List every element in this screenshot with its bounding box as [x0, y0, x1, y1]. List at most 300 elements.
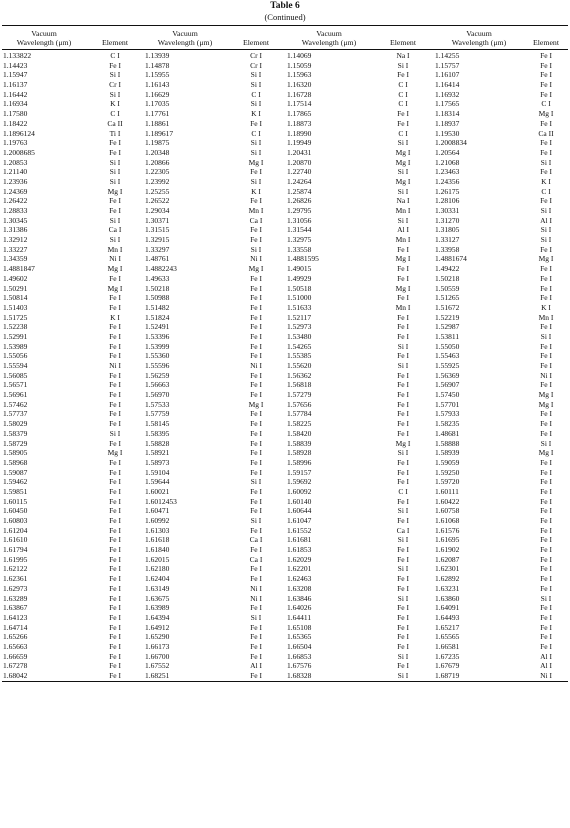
element-cell: Fe I [250, 574, 262, 584]
element-cell: Fe I [540, 380, 552, 390]
wavelength-cell: 1.57737 [3, 409, 28, 419]
wavelength-cell: 1.50814 [3, 293, 28, 303]
wavelength-cell: 1.20564 [435, 147, 460, 157]
wavelength-cell: 1.61695 [435, 535, 460, 545]
wavelength-cell: 1.29795 [287, 206, 312, 215]
table-row [2, 429, 568, 439]
element-cell: Fe I [109, 525, 121, 535]
wavelength-cell: 1.14423 [3, 60, 28, 70]
element-cell: Fe I [109, 574, 121, 584]
element-cell: Fe I [109, 622, 121, 632]
table-subtitle: (Continued) [264, 12, 306, 22]
table-row [2, 468, 568, 478]
wavelength-cell: 1.55056 [3, 351, 28, 361]
element-cell: Fe I [397, 641, 409, 651]
wavelength-cell: 1.49602 [3, 273, 28, 283]
element-cell: Si I [250, 176, 262, 186]
wavelength-cell: 1.16107 [435, 70, 460, 80]
element-cell: Fe I [250, 167, 262, 177]
wavelength-cell: 1.55596 [145, 361, 170, 370]
element-cell: C I [251, 128, 261, 138]
wavelength-cell: 1.16442 [3, 89, 28, 99]
element-cell: Fe I [109, 661, 121, 671]
element-cell: Si I [109, 215, 121, 225]
wavelength-cell: 1.62180 [145, 564, 170, 574]
element-cell: Ca I [396, 525, 410, 535]
column-header: Vacuum Wavelength (μm) [434, 26, 524, 50]
element-cell: Fe I [540, 118, 552, 128]
element-cell: Fe I [540, 506, 552, 516]
wavelength-cell: 1.24356 [435, 176, 460, 186]
wavelength-cell: 1.63675 [145, 593, 170, 603]
element-cell: Fe I [397, 622, 409, 632]
wavelength-cell: 1.63989 [145, 603, 170, 613]
wavelength-cell: 1.32975 [287, 235, 312, 245]
element-cell: Fe I [540, 428, 552, 438]
wavelength-cell: 1.65663 [3, 641, 28, 651]
element-cell: Fe I [109, 535, 121, 545]
element-cell: C I [398, 99, 408, 109]
table-row [2, 555, 568, 565]
element-cell: Al I [250, 661, 262, 671]
wavelength-cell: 1.58921 [145, 448, 170, 458]
wavelength-cell: 1.64411 [287, 612, 312, 622]
table-row [2, 477, 568, 487]
wavelength-cell: 1.24369 [3, 186, 28, 196]
wavelength-cell: 1.23936 [3, 176, 28, 186]
element-cell: Fe I [109, 564, 121, 574]
wavelength-cell: 1.55360 [145, 351, 170, 361]
element-cell: Si I [250, 99, 262, 109]
wavelength-cell: 1.14069 [287, 51, 312, 60]
wavelength-cell: 1.61902 [435, 545, 460, 555]
element-cell: Ni I [109, 254, 121, 264]
wavelength-cell: 1.66700 [145, 651, 170, 661]
element-cell: Si I [540, 157, 552, 167]
wavelength-cell: 1.60992 [145, 516, 170, 525]
element-cell: Fe I [540, 51, 552, 60]
wavelength-cell: 1.58145 [145, 419, 170, 429]
wavelength-cell: 1.58828 [145, 438, 170, 448]
element-cell: Fe I [250, 603, 262, 613]
element-cell: Al I [540, 215, 552, 225]
wavelength-cell: 1.61794 [3, 545, 28, 555]
table-row [2, 332, 568, 342]
wavelength-cell: 1.53989 [3, 341, 28, 351]
table-row [2, 390, 568, 400]
element-cell: C I [398, 486, 408, 496]
element-cell: Mg I [395, 176, 411, 186]
wavelength-cell: 1.63231 [435, 583, 460, 593]
wavelength-cell: 1.15955 [145, 70, 170, 80]
element-cell: Fe I [540, 612, 552, 622]
element-cell: K I [251, 109, 261, 119]
element-cell: Fe I [540, 138, 552, 148]
element-cell: Mg I [395, 254, 411, 264]
wavelength-cell: 1.66504 [287, 641, 312, 651]
wavelength-cell: 1.32912 [3, 235, 28, 245]
wavelength-cell: 1.33958 [435, 244, 460, 254]
wavelength-cell: 1.34359 [3, 254, 28, 264]
element-cell: Si I [397, 138, 409, 148]
wavelength-cell: 1.60803 [3, 516, 28, 525]
element-cell: K I [251, 186, 261, 196]
element-cell: Fe I [109, 641, 121, 651]
element-cell: Si I [397, 506, 409, 516]
element-cell: Ca I [249, 215, 263, 225]
wavelength-cell: 1.67278 [3, 661, 28, 671]
wavelength-cell: 1.58839 [287, 438, 312, 448]
element-cell: Si I [540, 206, 552, 215]
wavelength-cell: 1.56818 [287, 380, 312, 390]
element-cell: Fe I [109, 138, 121, 148]
element-cell: Fe I [397, 632, 409, 642]
wavelength-cell: 1.65266 [3, 632, 28, 642]
wavelength-cell: 1.60758 [435, 506, 460, 516]
table-row [2, 574, 568, 584]
element-cell: Fe I [397, 293, 409, 303]
element-cell: Fe I [250, 293, 262, 303]
wavelength-cell: 1.62015 [145, 554, 170, 564]
wavelength-cell: 1.63149 [145, 583, 170, 593]
element-cell: Fe I [109, 302, 121, 312]
wavelength-cell: 1.64123 [3, 612, 28, 622]
element-cell: Fe I [109, 506, 121, 516]
wavelength-cell: 1.28833 [3, 206, 28, 215]
wavelength-cell: 1.56907 [435, 380, 460, 390]
wavelength-cell: 1.53811 [435, 331, 460, 341]
wavelength-cell: 1.63208 [287, 583, 312, 593]
table-row [2, 342, 568, 352]
table-row [2, 61, 568, 71]
element-cell: Fe I [250, 390, 262, 400]
column-header: Element [226, 26, 286, 50]
element-cell: Cr I [250, 60, 262, 70]
wavelength-cell: 1.16414 [435, 80, 460, 90]
element-cell: Fe I [397, 370, 409, 380]
wavelength-cell: 1.20853 [3, 157, 28, 167]
element-cell: Fe I [109, 419, 121, 429]
wavelength-cell: 1.56362 [287, 370, 312, 380]
element-cell: Mg I [538, 254, 554, 264]
wavelength-cell: 1.68251 [144, 671, 226, 681]
table-row [2, 526, 568, 536]
element-cell: Mg I [107, 448, 123, 458]
table-row [2, 187, 568, 197]
element-cell: Fe I [397, 554, 409, 564]
wavelength-cell: 1.56259 [145, 370, 170, 380]
wavelength-cell: 1.18861 [145, 118, 170, 128]
wavelength-cell: 1.33558 [287, 244, 312, 254]
wavelength-cell: 1.51824 [145, 312, 170, 322]
wavelength-cell: 1.17761 [145, 109, 170, 119]
element-cell: Fe I [540, 60, 552, 70]
wavelength-cell: 1.20870 [287, 157, 312, 167]
wavelength-cell: 1.13939 [145, 51, 170, 60]
element-cell: Fe I [250, 331, 262, 341]
wavelength-cell: 1.31386 [3, 225, 28, 235]
element-cell: Fe I [109, 206, 121, 215]
wavelength-cell: 1.56663 [145, 380, 170, 390]
wavelength-cell: 1.61303 [145, 525, 170, 535]
element-cell: Fe I [397, 661, 409, 671]
table-row [2, 109, 568, 119]
element-cell: Mg I [395, 438, 411, 448]
element-cell: Fe I [540, 574, 552, 584]
wavelength-cell: 1.58905 [3, 448, 28, 458]
element-cell: Ni I [109, 361, 121, 370]
table-row [2, 293, 568, 303]
element-cell: Fe I [250, 118, 262, 128]
element-cell: Fe I [109, 370, 121, 380]
element-cell: Si I [397, 593, 409, 603]
element-cell: Si I [109, 176, 121, 186]
element-cell: Si I [397, 535, 409, 545]
wavelength-cell: 1.18314 [435, 109, 460, 119]
element-cell: Fe I [540, 467, 552, 477]
wavelength-cell: 1.59250 [435, 467, 460, 477]
wavelength-cell: 1.4882243 [145, 264, 177, 274]
table-row [2, 148, 568, 158]
wavelength-cell: 1.65217 [435, 622, 460, 632]
element-cell: Al I [397, 225, 409, 235]
element-cell: Si I [397, 186, 409, 196]
table-row [2, 274, 568, 284]
element-cell: Fe I [250, 457, 262, 467]
table-row [2, 177, 568, 187]
wavelength-cell: 1.63860 [435, 593, 460, 603]
wavelength-cell: 1.52991 [3, 331, 28, 341]
wavelength-cell: 1.58235 [435, 419, 460, 429]
wavelength-cell: 1.20431 [287, 147, 312, 157]
wavelength-cell: 1.61047 [287, 516, 312, 525]
wavelength-cell: 1.59087 [3, 467, 28, 477]
wavelength-cell: 1.62029 [287, 554, 312, 564]
wavelength-cell: 1.57450 [435, 390, 460, 400]
table-row [2, 264, 568, 274]
wavelength-cell: 1.59059 [435, 457, 460, 467]
element-cell: Mg I [107, 283, 123, 293]
wavelength-cell: 1.61068 [435, 516, 460, 525]
element-cell: Ca I [249, 535, 263, 545]
wavelength-cell: 1.55385 [287, 351, 312, 361]
table-row [2, 584, 568, 594]
element-cell: Fe I [250, 419, 262, 429]
element-cell: Mg I [395, 147, 411, 157]
wavelength-cell: 1.62087 [435, 554, 460, 564]
element-cell: Ni I [250, 361, 262, 370]
wavelength-cell: 1.26522 [145, 196, 170, 206]
table-row [2, 380, 568, 390]
table-row [2, 487, 568, 497]
wavelength-cell: 1.2008685 [3, 147, 35, 157]
wavelength-cell: 1.2008834 [435, 138, 467, 148]
element-cell: Fe I [540, 486, 552, 496]
element-cell: Fe I [397, 322, 409, 332]
wavelength-cell: 1.59851 [3, 486, 28, 496]
header-row [2, 26, 568, 50]
wavelength-cell: 1.28106 [435, 196, 460, 206]
element-cell: Fe I [250, 196, 262, 206]
wavelength-cell: 1.65108 [287, 622, 312, 632]
element-cell: Si I [397, 215, 409, 225]
wavelength-cell: 1.18937 [435, 118, 460, 128]
wavelength-cell: 1.16728 [287, 89, 312, 99]
element-cell: Fe I [397, 603, 409, 613]
element-cell: Fe I [250, 622, 262, 632]
table-row [2, 225, 568, 235]
element-cell: Mn I [395, 302, 411, 312]
wavelength-cell: 1.49015 [287, 264, 312, 274]
wavelength-cell: 1.53480 [287, 331, 312, 341]
wavelength-cell: 1.15963 [287, 70, 312, 80]
wavelength-cell: 1.62122 [3, 564, 28, 574]
element-cell: Fe I [540, 603, 552, 613]
table-row [2, 245, 568, 255]
element-cell: Fe I [397, 428, 409, 438]
table-row [2, 206, 568, 216]
element-cell: Fe I [540, 535, 552, 545]
element-cell: Fe I [109, 351, 121, 361]
element-cell: Fe I [250, 545, 262, 555]
element-cell: Fe I [540, 361, 552, 370]
wavelength-cell: 1.29034 [145, 206, 170, 215]
wavelength-cell: 1.20348 [145, 147, 170, 157]
element-cell: Si I [372, 671, 434, 681]
element-cell: K I [110, 312, 120, 322]
element-cell: Fe I [540, 244, 552, 254]
wavelength-cell: 1.52987 [435, 322, 460, 332]
wavelength-cell: 1.56571 [3, 380, 28, 390]
column-header: Element [86, 26, 144, 50]
wavelength-cell: 1.57701 [435, 399, 460, 409]
wavelength-cell: 1.50988 [145, 293, 170, 303]
wavelength-cell: 1.16143 [145, 80, 170, 90]
wavelength-cell: 1.59720 [435, 477, 460, 487]
element-cell: C I [398, 89, 408, 99]
element-cell: Fe I [250, 283, 262, 293]
wavelength-cell: 1.59644 [145, 477, 170, 487]
wavelength-cell: 1.56961 [3, 390, 28, 400]
element-cell: Fe I [540, 147, 552, 157]
table-title: Table 6 [270, 1, 300, 11]
element-cell: Si I [250, 138, 262, 148]
wavelength-cell: 1.50291 [3, 283, 28, 293]
element-cell: C I [251, 89, 261, 99]
table-row [2, 497, 568, 507]
wavelength-cell: 1.62201 [287, 564, 312, 574]
wavelength-cell: 1.49633 [145, 273, 170, 283]
wavelength-cell: 1.66853 [287, 651, 312, 661]
wavelength-cell: 1.17565 [435, 99, 460, 109]
element-cell: Mg I [395, 157, 411, 167]
wavelength-cell: 1.60021 [145, 486, 170, 496]
wavelength-cell: 1.51403 [3, 302, 28, 312]
table-row [2, 196, 568, 206]
wavelength-cell: 1.17580 [3, 109, 28, 119]
wavelength-cell: 1.61552 [287, 525, 312, 535]
line-list-table [2, 25, 568, 682]
table-row [2, 138, 568, 148]
element-cell: Fe I [397, 612, 409, 622]
element-cell: Fe I [540, 554, 552, 564]
wavelength-cell: 1.50218 [145, 283, 170, 293]
wavelength-cell: 1.31270 [435, 215, 460, 225]
wavelength-cell: 1.60092 [287, 486, 312, 496]
wavelength-cell: 1.189617 [145, 128, 174, 138]
wavelength-cell: 1.14878 [145, 60, 170, 70]
element-cell: Fe I [250, 651, 262, 661]
wavelength-cell: 1.66581 [435, 641, 460, 651]
element-cell: Fe I [397, 399, 409, 409]
wavelength-cell: 1.67679 [435, 661, 460, 671]
wavelength-cell: 1.60111 [435, 486, 459, 496]
wavelength-cell: 1.19949 [287, 138, 312, 148]
wavelength-cell: 1.58888 [435, 438, 460, 448]
wavelength-cell: 1.56085 [3, 370, 28, 380]
wavelength-cell: 1.63846 [287, 593, 312, 603]
column-header: Vacuum Wavelength (μm) [286, 26, 372, 50]
table-row [2, 158, 568, 168]
table-row [2, 216, 568, 226]
wavelength-cell: 1.64714 [3, 622, 28, 632]
wavelength-cell: 1.57759 [145, 409, 170, 419]
table-row [2, 322, 568, 332]
element-cell: Ni I [250, 593, 262, 603]
wavelength-cell: 1.51672 [435, 302, 460, 312]
element-cell: Fe I [109, 196, 121, 206]
element-cell: Fe I [540, 341, 552, 351]
wavelength-cell: 1.62301 [435, 564, 460, 574]
column-header: Vacuum Wavelength (μm) [2, 26, 86, 50]
wavelength-cell: 1.68328 [286, 671, 372, 681]
wavelength-cell: 1.60140 [287, 496, 312, 506]
element-cell: Si I [109, 157, 121, 167]
wavelength-cell: 1.4881595 [287, 254, 319, 264]
wavelength-cell: 1.16320 [287, 80, 312, 90]
element-cell: Mg I [107, 264, 123, 274]
element-cell: Fe I [540, 525, 552, 535]
element-cell: Fe I [397, 331, 409, 341]
element-cell: Fe I [109, 583, 121, 593]
wavelength-cell: 1.57279 [287, 390, 312, 400]
wavelength-cell: 1.16934 [3, 99, 28, 109]
wavelength-cell: 1.16932 [435, 89, 460, 99]
element-cell: Fe I [226, 671, 286, 681]
element-cell: Si I [250, 70, 262, 80]
wavelength-cell: 1.33297 [145, 244, 170, 254]
element-cell: Fe I [109, 60, 121, 70]
wavelength-cell: 1.52491 [145, 322, 170, 332]
element-cell: Fe I [540, 351, 552, 361]
wavelength-cell: 1.31544 [287, 225, 312, 235]
wavelength-cell: 1.62892 [435, 574, 460, 584]
wavelength-cell: 1.58420 [287, 428, 312, 438]
element-cell: Fe I [540, 632, 552, 642]
element-cell: Fe I [109, 603, 121, 613]
element-cell: Fe I [397, 574, 409, 584]
wavelength-cell: 1.30371 [145, 215, 170, 225]
table-row [2, 458, 568, 468]
element-cell: Ni I [540, 370, 552, 380]
element-cell: Fe I [250, 438, 262, 448]
element-cell: Fe I [250, 312, 262, 322]
wavelength-cell: 1.19763 [3, 138, 28, 148]
element-cell: C I [110, 109, 120, 119]
wavelength-cell: 1.63867 [3, 603, 28, 613]
wavelength-cell: 1.16629 [145, 89, 170, 99]
wavelength-cell: 1.16137 [3, 80, 28, 90]
